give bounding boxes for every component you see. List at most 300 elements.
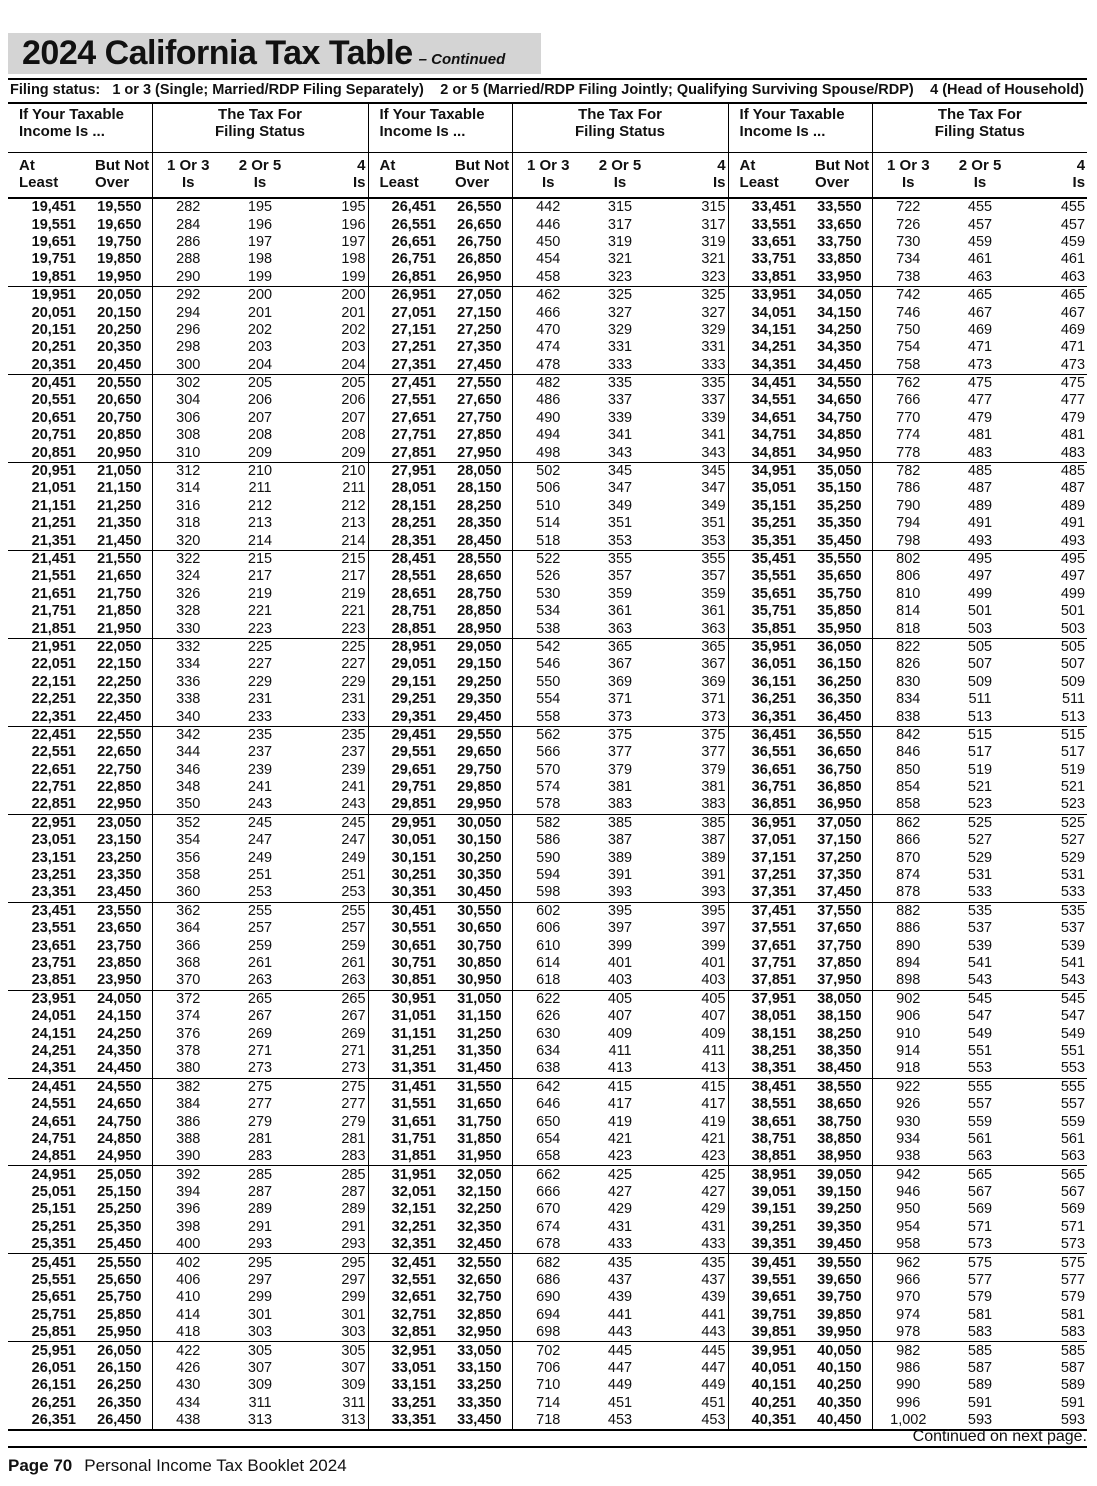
- tax-status-2-or-5-cell: 477: [967, 392, 993, 409]
- tax-status-4-cell: 447: [656, 1360, 728, 1377]
- tax-status-2-or-5-cell: 219: [247, 585, 273, 602]
- but-not-over-cell: 31,450: [444, 1060, 512, 1078]
- tax-status-4-cell: 541: [1060, 954, 1086, 971]
- tax-status-1-or-3-cell: 514: [536, 515, 561, 532]
- but-not-over-cell: 35,650: [804, 568, 872, 585]
- at-least-cell: 28,751: [391, 603, 437, 620]
- table-row: [8, 603, 1087, 620]
- tax-status-1-or-3-cell: 958: [872, 1236, 944, 1254]
- but-not-over-cell: 33,050: [444, 1342, 512, 1360]
- tax-status-4-cell: 435: [656, 1254, 728, 1272]
- tax-status-2-or-5-cell: 200: [247, 287, 273, 304]
- but-not-over-cell: 28,150: [444, 480, 512, 497]
- tax-status-4-cell: 206: [296, 392, 368, 409]
- at-least-cell: 23,551: [31, 920, 76, 937]
- tax-status-4-cell: 203: [296, 339, 368, 356]
- but-not-over-cell: 26,650: [444, 216, 512, 233]
- but-not-over-cell: 33,450: [444, 1412, 512, 1430]
- tax-status-2-or-5-cell: 453: [584, 1412, 656, 1430]
- tax-status-1-or-3-cell: 338: [176, 691, 201, 708]
- tax-status-1-or-3-cell: 348: [176, 779, 201, 796]
- at-least-cell: 23,351: [8, 884, 84, 902]
- but-not-over-cell: 23,750: [84, 937, 152, 954]
- table-row: [8, 674, 1087, 691]
- tax-status-1-or-3-cell: 430: [176, 1377, 201, 1394]
- tax-status-1-or-3-cell: 886: [896, 920, 921, 937]
- tax-status-4-cell: 303: [296, 1324, 368, 1342]
- tax-status-2-or-5-cell: 297: [247, 1272, 273, 1289]
- at-least-cell: 22,551: [31, 744, 76, 761]
- table-row: [8, 392, 1087, 409]
- tax-status-1-or-3-cell: 282: [176, 199, 201, 216]
- but-not-over-cell: 25,150: [84, 1184, 152, 1201]
- tax-status-1-or-3-cell: 646: [536, 1096, 561, 1113]
- tax-status-2-or-5-cell: 587: [967, 1359, 993, 1376]
- at-least-cell: 32,051: [391, 1184, 437, 1201]
- tax-status-2-or-5-cell: 269: [247, 1025, 273, 1042]
- tax-status-2-or-5-cell: 309: [247, 1377, 273, 1394]
- tax-status-2-or-5-cell: 245: [247, 814, 273, 831]
- tax-status-2-or-5-cell: 227: [247, 656, 273, 673]
- tax-status-4-cell: 279: [296, 1113, 368, 1130]
- but-not-over-cell: 30,150: [444, 832, 512, 849]
- tax-status-2-or-5-cell: 329: [607, 321, 633, 338]
- table-row: [8, 234, 1087, 251]
- tax-status-2-or-5-cell: 481: [967, 427, 993, 444]
- but-not-over-cell: 20,650: [84, 392, 152, 409]
- tax-status-4-cell: 257: [296, 920, 368, 937]
- tax-status-4-cell: 469: [1060, 321, 1086, 338]
- but-not-over-cell: 21,750: [84, 586, 152, 603]
- tax-status-1-or-3-cell: 790: [896, 497, 921, 514]
- table-row: [8, 374, 1087, 392]
- at-least-cell: 39,551: [751, 1272, 797, 1289]
- at-least-cell: 34,251: [751, 339, 797, 356]
- but-not-over-cell: 24,050: [84, 990, 152, 1008]
- tax-status-2-or-5-cell: 437: [607, 1272, 633, 1289]
- tax-status-1-or-3-cell: 498: [512, 444, 584, 462]
- tax-status-4-cell: 381: [656, 779, 728, 796]
- tax-status-2-or-5-cell: 465: [967, 287, 993, 304]
- tax-status-4-cell: 439: [656, 1289, 728, 1306]
- tax-status-2-or-5-cell: 499: [967, 585, 993, 602]
- tax-status-1-or-3-cell: 742: [896, 287, 921, 304]
- tax-status-2-or-5-cell: 573: [944, 1236, 1016, 1254]
- tax-status-4-cell: 305: [296, 1342, 368, 1360]
- tax-status-2-or-5-cell: 349: [607, 497, 633, 514]
- tax-status-1-or-3-cell: 882: [896, 902, 921, 919]
- header-line: Is: [713, 174, 726, 191]
- tax-status-2-or-5-cell: 415: [607, 1078, 633, 1095]
- tax-status-4-cell: 575: [1060, 1254, 1086, 1271]
- but-not-over-cell: 37,550: [804, 902, 872, 920]
- tax-status-1-or-3-cell: 284: [176, 216, 201, 233]
- tax-status-4-cell: 249: [296, 849, 368, 866]
- tax-status-4-cell: 221: [296, 603, 368, 620]
- tax-status-1-or-3-cell: 290: [152, 269, 224, 287]
- tax-status-4-cell: 593: [1016, 1412, 1087, 1430]
- at-least-cell: 19,651: [31, 233, 76, 250]
- table-row: [8, 410, 1087, 427]
- tax-status-1-or-3-cell: 366: [176, 937, 201, 954]
- tax-table: [8, 102, 1087, 1431]
- at-least-cell: 37,551: [751, 920, 797, 937]
- tax-status-2-or-5-cell: 259: [247, 937, 273, 954]
- tax-status-1-or-3-cell: 970: [896, 1289, 921, 1306]
- table-row: [8, 1254, 1087, 1272]
- tax-status-2-or-5-cell: 561: [967, 1130, 993, 1147]
- but-not-over-cell: 36,350: [804, 691, 872, 708]
- tax-status-1-or-3-cell: 858: [872, 796, 944, 814]
- tax-status-1-or-3-cell: 934: [896, 1130, 921, 1147]
- tax-status-1-or-3-cell: 434: [176, 1394, 201, 1411]
- at-least-cell: 40,051: [751, 1359, 797, 1376]
- at-least-cell: 37,851: [728, 972, 804, 990]
- at-least-cell: 38,351: [728, 1060, 804, 1078]
- tax-status-1-or-3-cell: 930: [896, 1113, 921, 1130]
- tax-status-1-or-3-cell: 786: [896, 480, 921, 497]
- table-row: [8, 480, 1087, 497]
- but-not-over-cell: 33,750: [804, 234, 872, 251]
- tax-status-2-or-5-cell: 197: [247, 233, 273, 250]
- tax-status-2-or-5-cell: 429: [607, 1201, 633, 1218]
- header-line: 4: [1076, 157, 1086, 174]
- tax-status-1-or-3-cell: 352: [176, 814, 201, 831]
- tax-status-1-or-3-cell: 336: [176, 673, 201, 690]
- tax-status-1-or-3-cell: 950: [896, 1201, 921, 1218]
- but-not-over-cell: 34,950: [804, 444, 872, 462]
- at-least-cell: 20,651: [31, 409, 76, 426]
- tax-status-1-or-3-cell: 326: [176, 585, 201, 602]
- header-line: Is: [253, 174, 267, 191]
- tax-status-1-or-3-cell: 306: [176, 409, 201, 426]
- tax-status-1-or-3-cell: 562: [536, 726, 561, 743]
- table-row: [8, 691, 1087, 708]
- tax-status-2-or-5-cell: 445: [607, 1342, 633, 1359]
- at-least-cell: 21,451: [31, 551, 76, 567]
- tax-status-2-or-5-cell: 367: [607, 656, 633, 673]
- tax-status-2-or-5-cell: 553: [944, 1060, 1016, 1078]
- at-least-cell: 19,551: [31, 216, 76, 233]
- but-not-over-cell: 35,250: [804, 498, 872, 515]
- tax-status-2-or-5-cell: 535: [967, 902, 993, 919]
- tax-status-1-or-3-cell: 330: [152, 620, 224, 638]
- tax-status-2-or-5-cell: 263: [224, 972, 296, 990]
- tax-status-1-or-3-cell: 674: [536, 1218, 561, 1235]
- at-least-cell: 21,651: [31, 585, 76, 602]
- page-footer: [8, 1456, 347, 1476]
- tax-status-2-or-5-cell: 273: [224, 1060, 296, 1078]
- tax-status-1-or-3-cell: 678: [512, 1236, 584, 1254]
- but-not-over-cell: 29,450: [444, 708, 512, 726]
- tax-status-1-or-3-cell: 300: [152, 357, 224, 375]
- tax-status-4-cell: 195: [296, 198, 368, 216]
- tax-status-2-or-5-cell: 531: [967, 867, 993, 884]
- but-not-over-cell: 39,950: [804, 1324, 872, 1342]
- tax-status-4-cell: 549: [1060, 1025, 1086, 1042]
- at-least-cell: 21,851: [8, 620, 84, 638]
- filing-status-bar: [8, 78, 1087, 104]
- but-not-over-cell: 37,150: [804, 832, 872, 849]
- at-least-cell: 25,451: [31, 1254, 76, 1271]
- tax-status-2-or-5-cell: 421: [607, 1130, 633, 1147]
- tax-status-4-cell: 591: [1060, 1394, 1086, 1411]
- but-not-over-cell: 22,050: [84, 638, 152, 656]
- tax-status-4-cell: 399: [656, 937, 728, 954]
- but-not-over-cell: 36,950: [804, 796, 872, 814]
- tax-status-1-or-3-cell: 510: [536, 497, 561, 514]
- but-not-over-cell: 26,050: [84, 1342, 152, 1360]
- tax-status-4-cell: 207: [296, 410, 368, 427]
- tax-status-4-cell: 433: [656, 1236, 728, 1254]
- table-row: [8, 1148, 1087, 1166]
- tax-status-2-or-5-cell: 523: [944, 796, 1016, 814]
- tax-status-1-or-3-cell: 754: [896, 339, 921, 356]
- tax-status-4-cell: 389: [656, 849, 728, 866]
- at-least-cell: 21,351: [8, 532, 84, 550]
- tax-status-4-cell: 353: [656, 532, 728, 550]
- table-row: [8, 726, 1087, 744]
- tax-status-1-or-3-cell: 354: [176, 832, 201, 849]
- at-least-cell: 33,251: [391, 1394, 437, 1411]
- tax-status-4-cell: 253: [296, 884, 368, 902]
- status-2-or-5-header: [224, 153, 296, 199]
- tax-status-4-cell: 269: [296, 1025, 368, 1042]
- tax-status-1-or-3-cell: 870: [896, 849, 921, 866]
- but-not-over-cell: 33,850: [804, 251, 872, 268]
- tax-status-2-or-5-cell: 581: [967, 1306, 993, 1323]
- tax-status-2-or-5-cell: 577: [967, 1272, 993, 1289]
- tax-status-1-or-3-cell: 874: [896, 867, 921, 884]
- at-least-cell: 25,651: [31, 1289, 76, 1306]
- tax-status-4-cell: 517: [1060, 744, 1086, 761]
- table-row: [8, 1307, 1087, 1324]
- tax-status-2-or-5-cell: 569: [967, 1201, 993, 1218]
- but-not-over-cell: 25,750: [84, 1289, 152, 1306]
- tax-status-2-or-5-cell: 371: [607, 691, 633, 708]
- tax-status-1-or-3-cell: 364: [176, 920, 201, 937]
- tax-status-2-or-5-cell: 223: [224, 620, 296, 638]
- tax-status-1-or-3-cell: 996: [896, 1394, 921, 1411]
- table-row: [8, 656, 1087, 673]
- tax-status-4-cell: 365: [656, 638, 728, 656]
- at-least-cell: 28,551: [391, 568, 437, 585]
- but-not-over-cell: 37,950: [804, 972, 872, 990]
- at-least-cell: 25,751: [31, 1306, 76, 1323]
- at-least-cell: 35,251: [751, 515, 797, 532]
- tax-status-2-or-5-cell: 201: [247, 304, 273, 321]
- tax-status-1-or-3-cell: 526: [536, 568, 561, 585]
- tax-status-4-cell: 565: [1060, 1166, 1086, 1183]
- tax-status-2-or-5-cell: 243: [224, 796, 296, 814]
- tax-status-2-or-5-cell: 393: [584, 884, 656, 902]
- tax-status-4-cell: 437: [656, 1272, 728, 1289]
- tax-status-4-cell: 293: [296, 1236, 368, 1254]
- tax-status-1-or-3-cell: 666: [536, 1184, 561, 1201]
- but-not-over-cell: 35,950: [804, 620, 872, 638]
- but-not-over-cell: 33,350: [444, 1395, 512, 1412]
- tax-status-2-or-5-cell: 315: [607, 199, 633, 216]
- tax-status-2-or-5-cell: 541: [967, 954, 993, 971]
- tax-status-4-cell: 443: [656, 1324, 728, 1342]
- tax-status-1-or-3-cell: 834: [896, 691, 921, 708]
- header-line: But Not: [815, 157, 870, 174]
- at-least-cell: 37,051: [751, 832, 797, 849]
- but-not-over-cell: 21,850: [84, 603, 152, 620]
- but-not-over-cell: 34,450: [804, 357, 872, 375]
- tax-status-1-or-3-cell: 654: [536, 1130, 561, 1147]
- tax-status-4-cell: 337: [656, 392, 728, 409]
- tax-status-2-or-5-cell: 303: [224, 1324, 296, 1342]
- at-least-cell: 39,351: [728, 1236, 804, 1254]
- title-banner: [8, 33, 541, 74]
- filing-status-2-or-5: 2 or 5 (Married/RDP Filing Jointly; Qualifying Surviving Spouse/RDP): [440, 82, 914, 98]
- table-row: [8, 427, 1087, 444]
- but-not-over-cell: 29,050: [444, 638, 512, 656]
- at-least-cell: 30,651: [391, 937, 437, 954]
- tax-status-2-or-5-cell: 283: [224, 1148, 296, 1166]
- tax-status-4-cell: 361: [656, 603, 728, 620]
- tax-status-4-cell: 285: [296, 1166, 368, 1184]
- tax-status-4-cell: 211: [296, 480, 368, 497]
- but-not-over-cell: 36,850: [804, 779, 872, 796]
- tax-status-1-or-3-cell: 466: [536, 304, 561, 321]
- header-line: Least: [739, 174, 779, 191]
- but-not-over-cell: 30,450: [444, 884, 512, 902]
- tax-status-4-cell: 395: [656, 902, 728, 920]
- tax-status-2-or-5-cell: 507: [967, 656, 993, 673]
- tax-status-1-or-3-cell: 606: [536, 920, 561, 937]
- table-row: [8, 1078, 1087, 1096]
- but-not-over-cell: 31,150: [444, 1008, 512, 1025]
- tax-status-1-or-3-cell: 766: [896, 392, 921, 409]
- status-4-header: [296, 153, 368, 199]
- at-least-cell: 33,351: [368, 1412, 444, 1430]
- tax-status-1-or-3-cell: 658: [512, 1148, 584, 1166]
- tax-status-2-or-5-cell: 253: [224, 884, 296, 902]
- but-not-over-cell: 25,950: [84, 1324, 152, 1342]
- tax-status-4-cell: 369: [656, 674, 728, 691]
- tax-status-4-cell: 283: [296, 1148, 368, 1166]
- tax-status-2-or-5-cell: 515: [967, 726, 993, 743]
- tax-status-4-cell: 227: [296, 656, 368, 673]
- table-row: [8, 1060, 1087, 1078]
- tax-status-4-cell: 571: [1060, 1218, 1086, 1235]
- tax-status-2-or-5-cell: 517: [967, 744, 993, 761]
- at-least-cell: 26,251: [31, 1394, 76, 1411]
- but-not-over-cell: 27,250: [444, 322, 512, 339]
- tax-status-2-or-5-cell: 289: [247, 1201, 273, 1218]
- tax-status-2-or-5-cell: 375: [607, 726, 633, 743]
- tax-status-1-or-3-cell: 292: [176, 287, 201, 304]
- tax-status-4-cell: 579: [1060, 1289, 1086, 1306]
- tax-status-2-or-5-cell: 585: [967, 1342, 993, 1359]
- tax-status-4-cell: 471: [1060, 339, 1086, 356]
- tax-status-4-cell: 265: [296, 990, 368, 1008]
- tax-status-2-or-5-cell: 217: [247, 568, 273, 585]
- tax-status-4-cell: 229: [296, 674, 368, 691]
- but-not-over-cell: 27,750: [444, 410, 512, 427]
- tax-status-2-or-5-cell: 539: [967, 937, 993, 954]
- header-line: If Your Taxable: [739, 106, 845, 123]
- but-not-over-cell: 29,550: [444, 726, 512, 744]
- tax-status-4-cell: 507: [1060, 656, 1086, 673]
- at-least-cell: 34,851: [728, 444, 804, 462]
- tax-status-4-cell: 297: [296, 1272, 368, 1289]
- at-least-cell: 39,651: [751, 1289, 797, 1306]
- tax-status-4-cell: 397: [656, 920, 728, 937]
- tax-status-1-or-3-cell: 362: [176, 902, 201, 919]
- header-line: 2 Or 5: [598, 157, 642, 174]
- tax-status-2-or-5-cell: 571: [967, 1218, 993, 1235]
- tax-status-4-cell: 511: [1061, 691, 1086, 708]
- tax-status-4-cell: 277: [296, 1096, 368, 1113]
- at-least-cell: 34,051: [751, 304, 797, 321]
- tax-status-1-or-3-cell: 322: [176, 551, 201, 567]
- tax-status-4-cell: 341: [656, 427, 728, 444]
- tax-status-2-or-5-cell: 345: [607, 463, 633, 480]
- at-least-cell: 27,751: [391, 427, 437, 444]
- tax-status-4-cell: 287: [296, 1184, 368, 1201]
- tax-status-1-or-3-cell: 438: [152, 1412, 224, 1430]
- tax-status-2-or-5-cell: 235: [247, 726, 273, 743]
- at-least-cell: 32,451: [391, 1254, 437, 1271]
- at-least-cell: 25,551: [31, 1272, 76, 1289]
- tax-status-4-cell: 505: [1060, 638, 1086, 655]
- at-least-cell: 30,451: [391, 902, 437, 919]
- header-line: Over: [455, 174, 490, 191]
- tax-status-4-cell: 533: [1016, 884, 1087, 902]
- at-least-header: [8, 153, 84, 199]
- tax-status-4-cell: 345: [656, 462, 728, 480]
- filing-status-4: 4 (Head of Household): [930, 82, 1084, 98]
- but-not-over-cell: 23,850: [84, 955, 152, 972]
- tax-status-4-cell: 210: [296, 462, 368, 480]
- tax-status-4-cell: 499: [1060, 585, 1086, 602]
- tax-status-2-or-5-cell: 327: [607, 304, 633, 321]
- tax-status-4-cell: 198: [296, 251, 368, 268]
- but-not-over-cell: 23,650: [84, 920, 152, 937]
- but-not-over-cell: 20,050: [84, 286, 152, 304]
- tax-status-2-or-5-cell: 491: [967, 515, 993, 532]
- at-least-cell: 38,251: [751, 1042, 797, 1059]
- tax-filing-status-header: [512, 102, 728, 153]
- tax-status-2-or-5-cell: 347: [607, 480, 633, 497]
- but-not-over-cell: 30,250: [444, 849, 512, 866]
- tax-status-1-or-3-cell: 340: [152, 708, 224, 726]
- table-row: [8, 1342, 1087, 1360]
- tax-status-1-or-3-cell: 614: [536, 954, 561, 971]
- at-least-cell: 35,951: [751, 638, 797, 655]
- table-row: [8, 620, 1087, 638]
- tax-status-4-cell: 407: [656, 1008, 728, 1025]
- tax-status-2-or-5-cell: 333: [584, 357, 656, 375]
- table-row: [8, 762, 1087, 779]
- but-not-over-cell: 36,150: [804, 656, 872, 673]
- but-not-over-cell: 38,350: [804, 1043, 872, 1060]
- tax-status-2-or-5-cell: 381: [607, 779, 633, 796]
- tax-status-1-or-3-cell: 902: [896, 990, 921, 1007]
- tax-status-1-or-3-cell: 538: [512, 620, 584, 638]
- tax-status-4-cell: 473: [1016, 357, 1087, 375]
- tax-status-2-or-5-cell: 249: [247, 849, 273, 866]
- at-least-cell: 40,151: [751, 1377, 797, 1394]
- tax-status-2-or-5-cell: 447: [607, 1359, 633, 1376]
- table-row: [8, 1236, 1087, 1254]
- tax-status-2-or-5-cell: 519: [967, 761, 993, 778]
- tax-status-2-or-5-cell: 323: [584, 269, 656, 287]
- income-range-header: [728, 102, 872, 153]
